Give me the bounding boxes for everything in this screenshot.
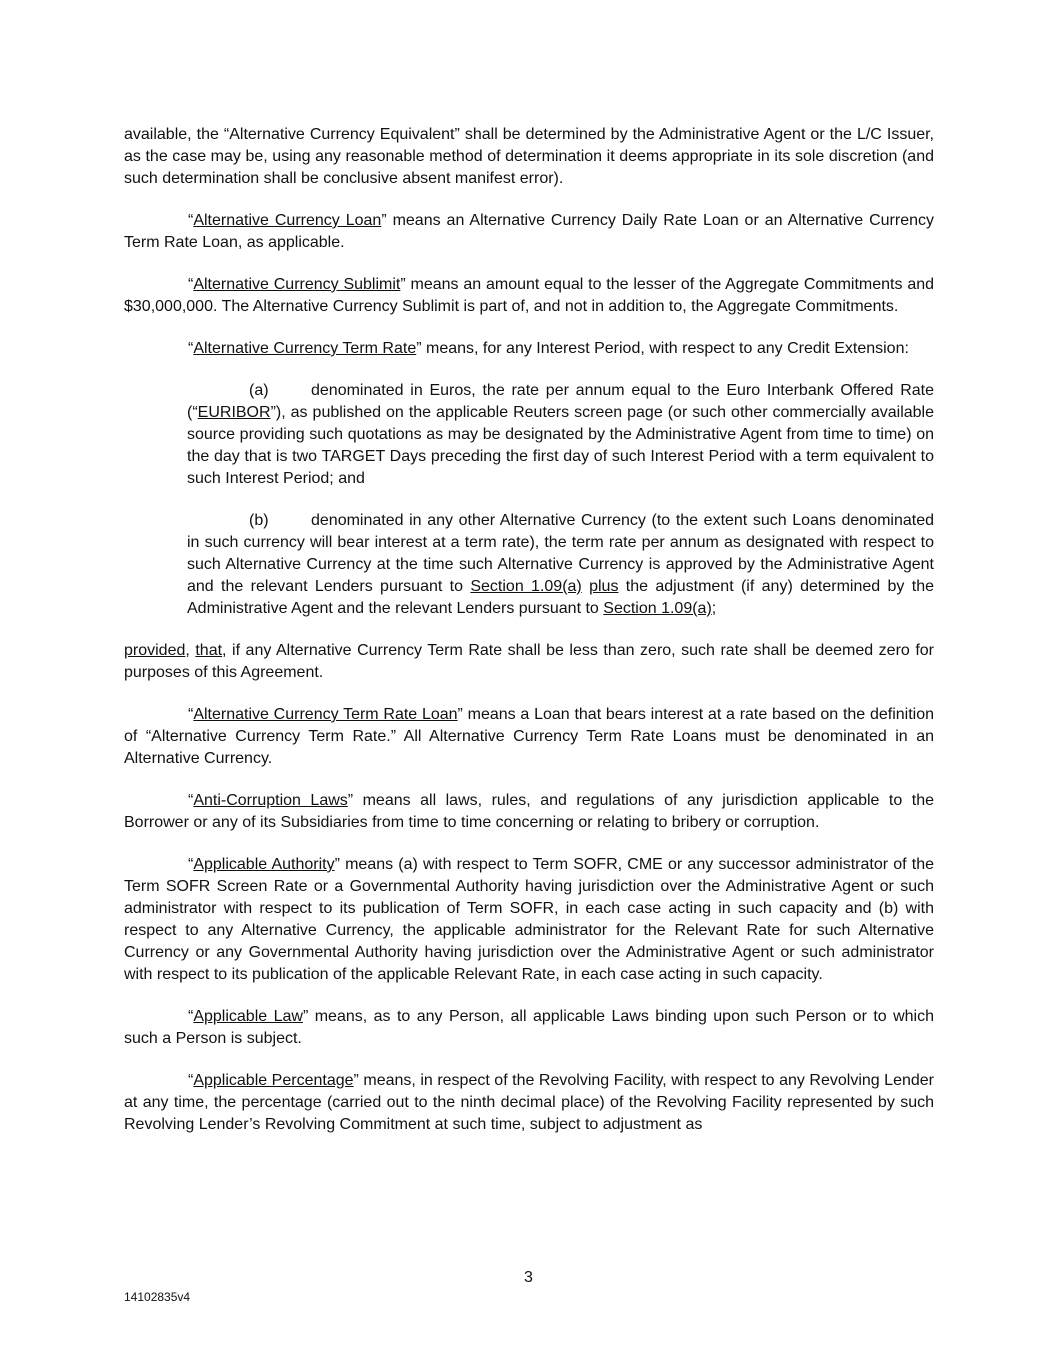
open-quote: “	[188, 856, 194, 873]
document-body	[124, 124, 934, 1156]
defined-term: Alternative Currency Term Rate Loan	[193, 706, 458, 723]
defined-term: Anti-Corruption Laws	[193, 792, 348, 809]
clause-b	[187, 510, 934, 620]
open-quote: “	[188, 792, 194, 809]
space	[582, 578, 589, 595]
open-quote: “	[188, 276, 194, 293]
open-quote: “	[188, 1072, 194, 1089]
clause-text: ;	[711, 600, 717, 617]
clause-a	[187, 380, 934, 490]
definition-text: ” means all laws, rules, and regulations of any jurisdiction applicable to the Borrower or any of its Subsidiaries from time to time concerning or relating to bribery or corruption.	[124, 792, 934, 831]
defined-term: Alternative Currency Loan	[193, 212, 382, 229]
paragraph-alternative-currency-equivalent-cont: available, the “Alternative Currency Equivalent” shall be determined by the Administrative Agent or the L/C Issuer, as the case may be, using any reasonable method of determination it deems appropriate in its sole discretion (and such determination shall be conclusive absent manifest error).	[124, 126, 934, 187]
definition-text: ” means an amount equal to the lesser of the Aggregate Commitments and $30,000,000. The Alternative Currency Sublimit is part of, and not in addition to, the Aggregate Commitments.	[124, 276, 935, 315]
definition-anti-corruption-laws	[124, 790, 934, 834]
definition-text: ” means an Alternative Currency Daily Rate Loan or an Alternative Currency Term Rate Loan, as applicable.	[124, 212, 935, 251]
definition-applicable-percentage	[124, 1070, 934, 1136]
definition-alternative-currency-term-rate-loan	[124, 704, 934, 770]
plus-term: plus	[589, 578, 619, 595]
definition-text: ” means a Loan that bears interest at a rate based on the definition of “Alternative Currency Term Rate.” All Alternative Currency Term Rate Loans must be denominated in an Alternative Currency.	[124, 706, 934, 767]
that-term: that	[195, 642, 223, 659]
clause-text: denominated in Euros, the rate per annum equal to the Euro Interbank Offered Rate (“	[187, 382, 934, 421]
definition-applicable-authority	[124, 854, 934, 986]
defined-term: EURIBOR	[197, 404, 271, 421]
definition-alternative-currency-sublimit	[124, 274, 934, 318]
defined-term: Alternative Currency Sublimit	[193, 276, 401, 293]
definition-text: ” means, for any Interest Period, with respect to any Credit Extension:	[416, 340, 909, 357]
section-reference: Section 1.09(a)	[603, 600, 712, 617]
definition-text: ” means, as to any Person, all applicable Laws binding upon such Person or to which such a Person is subject.	[124, 1008, 935, 1047]
open-quote: “	[188, 1008, 194, 1025]
open-quote: “	[188, 706, 194, 723]
clause-label: (b)	[249, 512, 269, 529]
proviso-paragraph	[124, 640, 934, 684]
definition-alternative-currency-term-rate	[124, 338, 934, 360]
page-number: 3	[524, 1269, 533, 1286]
defined-term: Applicable Law	[193, 1008, 303, 1025]
proviso-text: , if any Alternative Currency Term Rate shall be less than zero, such rate shall be deemed zero for purposes of this Agreement.	[124, 642, 935, 681]
document-id: 14102835v4	[124, 1290, 191, 1304]
open-quote: “	[188, 340, 194, 357]
clause-text: ”), as published on the applicable Reuters screen page (or such other commercially available source providing such quotations as may be designated by the Administrative Agent from time to time) on the day that is two TARGET Days preceding the first day of such Interest Period with a term equivalent to such Interest Period; and	[187, 404, 934, 487]
defined-term: Alternative Currency Term Rate	[193, 340, 417, 357]
clause-text: the adjustment (if any) determined by the Administrative Agent and the relevant Lenders pursuant to	[187, 578, 934, 617]
defined-term: Applicable Percentage	[193, 1072, 354, 1089]
clause-label: (a)	[249, 382, 269, 399]
definition-text: ” means, in respect of the Revolving Facility, with respect to any Revolving Lender at any time, the percentage (carried out to the ninth decimal place) of the Revolving Facility represented by such Revolving Lender’s Revolving Commitment at such time, subject to adjustment as	[124, 1072, 935, 1133]
section-reference: Section 1.09(a)	[470, 578, 582, 595]
definition-alternative-currency-loan	[124, 210, 934, 254]
defined-term: Applicable Authority	[193, 856, 335, 873]
definition-text: ” means (a) with respect to Term SOFR, CME or any successor administrator of the Term SOFR Screen Rate or a Governmental Authority having jurisdiction over the Administrative Agent or such administrator with respect to its publication of Term SOFR, in each case acting in such capacity and (b) with respect to any Alternative Currency, the applicable administrator for the Relevant Rate for such Alternative Currency or any Governmental Authority having jurisdiction over the Administrative Agent or such administrator with respect to its publication of the applicable Relevant Rate, in each case acting in such capacity.	[124, 856, 934, 983]
open-quote: “	[188, 212, 194, 229]
definition-applicable-law	[124, 1006, 934, 1050]
clause-text: denominated in any other Alternative Currency (to the extent such Loans denominated in such currency will bear interest at a term rate), the term rate per annum as designated with respect to such Alternative Currency at the time such Alternative Currency is approved by the Administrative Agent and the relevant Lenders pursuant to	[187, 512, 934, 595]
comma: ,	[185, 642, 196, 659]
provided-term: provided	[124, 642, 186, 659]
